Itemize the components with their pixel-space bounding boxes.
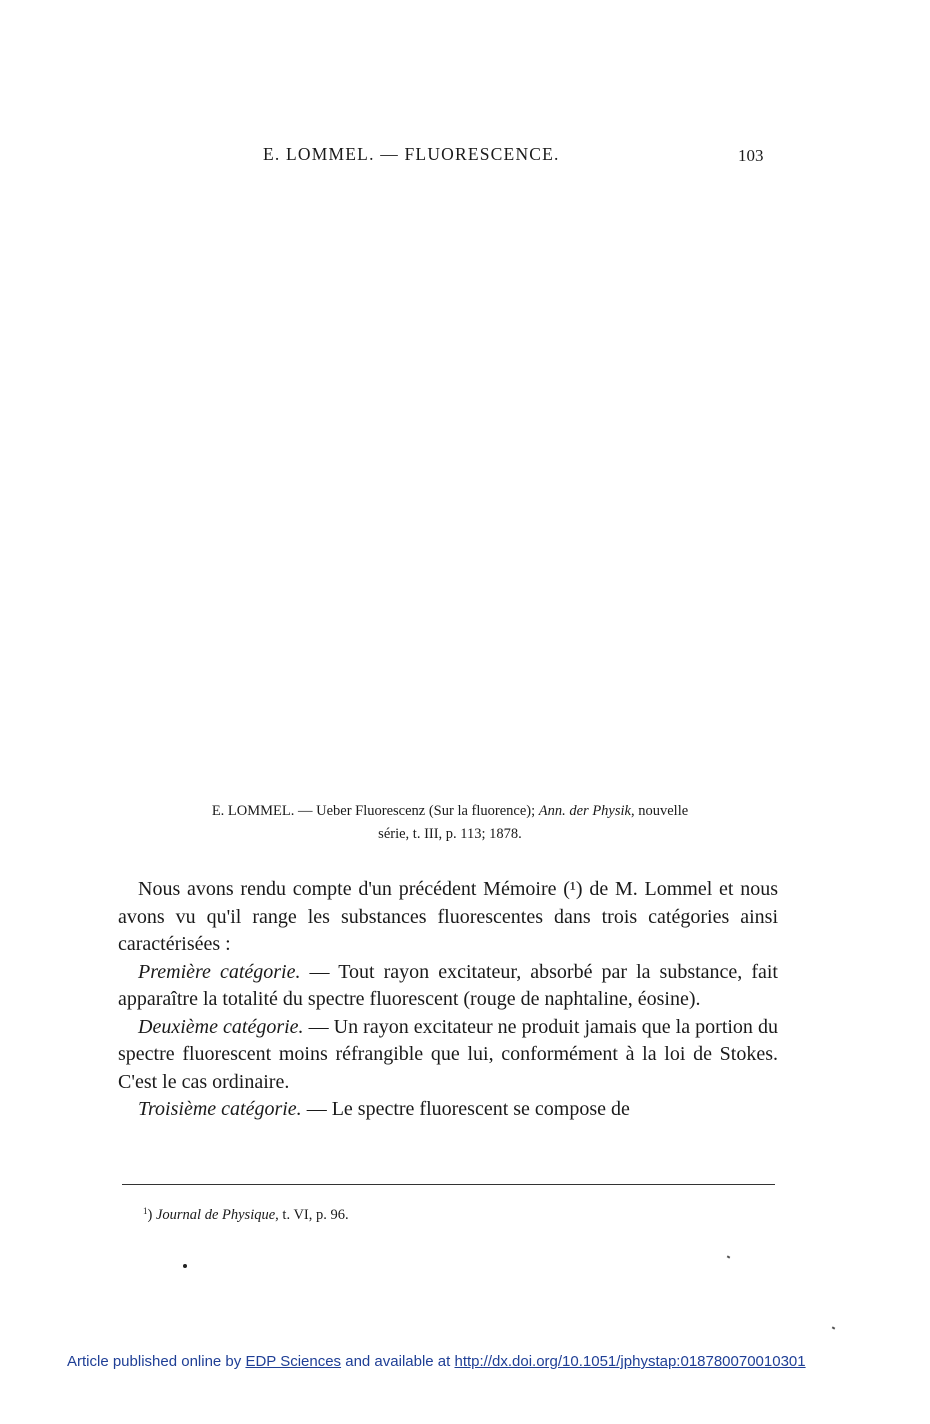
article-body [118, 876, 778, 1124]
scan-speck [832, 1326, 836, 1329]
footnote-divider [122, 1184, 775, 1185]
bibliographic-reference [110, 800, 790, 846]
reference-suffix: , nouvelle [630, 803, 689, 819]
scan-speck [183, 1264, 187, 1268]
first-category-label: Première catégorie. [138, 960, 301, 983]
reference-line-2: série, t. III, p. 113; 1878. [378, 826, 522, 842]
footer-middle: and available at [341, 1353, 455, 1370]
third-category-text: — Le spectre fluorescent se compose de [301, 1098, 630, 1120]
paragraph-intro: Nous avons rendu compte d'un précédent Mémoire (¹) de M. Lommel et nous avons vu qu'il range les substances fluorescentes dans trois catégories ainsi caractérisées : [118, 878, 778, 955]
second-category-label: Deuxième catégorie. [138, 1015, 304, 1038]
first-category-text: — Tout rayon excitateur, absorbé par la substance, fait apparaître la totalité du spectre fluorescent (rouge de naphtaline, éosine). [118, 960, 778, 1010]
paragraph-third-category [118, 1096, 778, 1124]
paragraph-second-category [118, 1014, 778, 1097]
footnote-rest: , t. VI, p. 96. [275, 1207, 349, 1223]
doi-link[interactable]: http://dx.doi.org/10.1051/jphystap:018780070010301 [454, 1353, 806, 1370]
reference-prefix: E. LOMMEL. — Ueber Fluorescenz (Sur la fluorence); [211, 803, 539, 819]
publisher-link[interactable]: EDP Sciences [245, 1353, 342, 1370]
reference-line-1 [110, 800, 790, 823]
publication-footer [67, 1353, 806, 1370]
scan-speck [727, 1255, 731, 1258]
footnote-journal: Journal de Physique [155, 1207, 276, 1223]
footnote: $^1$) Journal de Physique, t. VI, p. 96. [143, 1206, 349, 1223]
footer-prefix: Article published online by [67, 1353, 246, 1370]
paragraph-first-category [118, 959, 778, 1014]
footnote-marker: 1 [143, 1206, 148, 1216]
running-title: E. LOMMEL. — FLUORESCENCE. [263, 144, 560, 164]
reference-journal: Ann. der Physik [538, 803, 631, 819]
second-category-text: — Un rayon excitateur ne produit jamais que la portion du spectre fluorescent moins réfrangible que lui, conformément à la loi de Stokes. C'est le cas ordinaire. [118, 1015, 778, 1093]
page-number: 103 [738, 146, 764, 165]
third-category-label: Troisième catégorie. [138, 1098, 302, 1120]
